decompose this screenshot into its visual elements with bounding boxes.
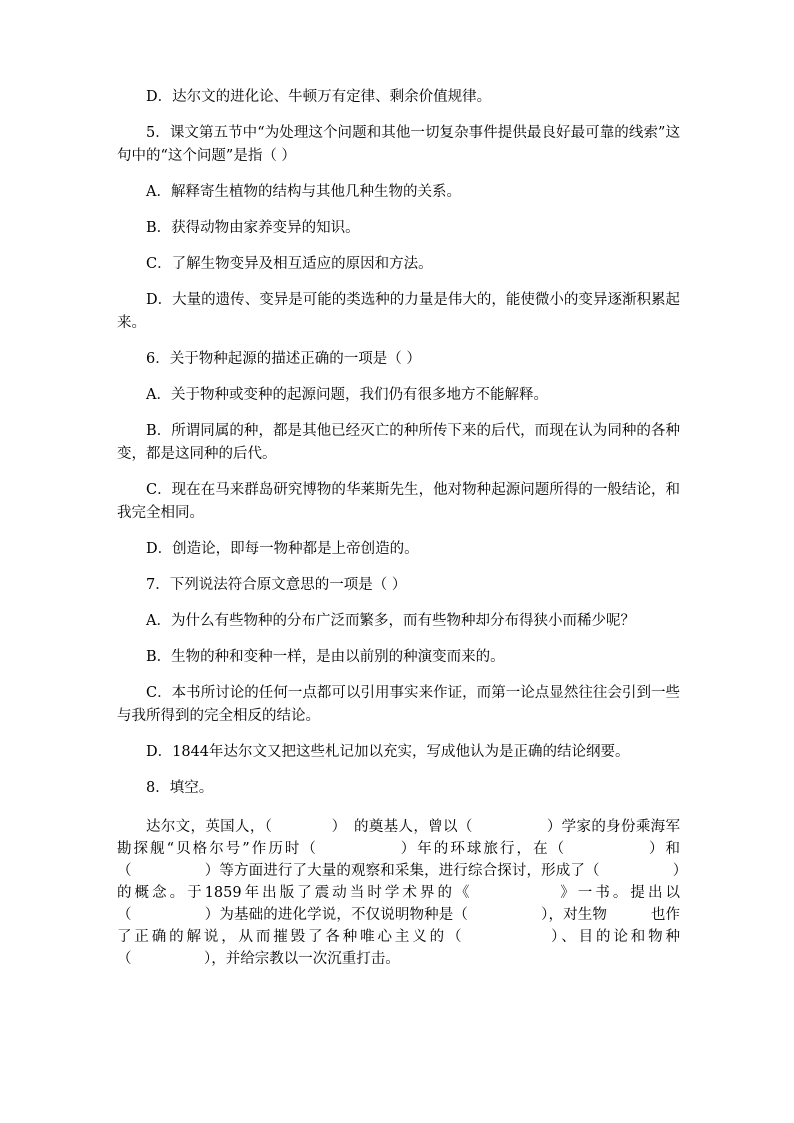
option-d-q6: D．创造论，即每一物种都是上帝创造的。	[146, 541, 419, 557]
option-a-q5: A．解释寄生植物的结构与其他几种生物的关系。	[146, 184, 461, 200]
question-7: 7．下列说法符合原文意思的一项是（ ）	[146, 577, 407, 593]
option-d-q7: D．1844年达尔文又把这些札记加以充实，写成他认为是正确的结论纲要。	[146, 744, 630, 760]
question-8: 8．填空。	[146, 780, 214, 796]
option-c-q5: C．了解生物变异及相互适应的原因和方法。	[146, 256, 433, 272]
fill-in-passage: 达尔文，英国人，（ ） 的奠基人，曾以（ ）学家的身份乘海军勘探舰“贝格尔号”作历时（ ）年的环球旅行，在（ ）和（ ）等方面进行了大量的观察和采集，进行综合探讨，形成了（ ）的概念。于1859年出版了震动当时学术界的《 》一书。提出以（ ）为基础的进化学说，不仅说明物种是（ ），对生物 也作了正确的解说，从而摧毁了各种唯心主义的（ ）、目的论和物种（ ），并给宗教以一次沉重打击。	[117, 819, 680, 967]
question-6: 6．关于物种起源的描述正确的一项是（ ）	[146, 351, 421, 367]
option-b-q6: B．所谓同属的种，都是其他已经灭亡的种所传下来的后代，而现在认为同种的各种变，都是这同种的后代。	[117, 423, 680, 462]
option-c-q6: C．现在在马来群岛研究博物的华莱斯先生，他对物种起源问题所得的一般结论，和我完全相同。	[117, 482, 680, 521]
option-a-q6: A．关于物种或变种的起源问题，我们仍有很多地方不能解释。	[146, 387, 548, 403]
option-a-q7: A．为什么有些物种的分布广泛而繁多，而有些物种却分布得狭小而稀少呢？	[146, 613, 635, 629]
document-body	[117, 86, 680, 983]
option-b-q5: B．获得动物由家养变异的知识。	[146, 220, 360, 236]
option-b-q7: B．生物的种和变种一样，是由以前别的种演变而来的。	[146, 649, 505, 665]
option-d-q4: D．达尔文的进化论、牛顿万有定律、剩余价值规律。	[146, 89, 492, 105]
question-5: 5．课文第五节中“为处理这个问题和其他一切复杂事件提供最良好最可靠的线索”这句中的“这个问题”是指（ ）	[117, 125, 680, 164]
option-d-q5: D．大量的遗传、变异是可能的类选种的力量是伟大的，能使微小的变异逐渐积累起来。	[117, 292, 680, 331]
option-c-q7: C．本书所讨论的任何一点都可以引用事实来作证，而第一论点显然往往会引到一些与我所得到的完全相反的结论。	[117, 685, 680, 724]
